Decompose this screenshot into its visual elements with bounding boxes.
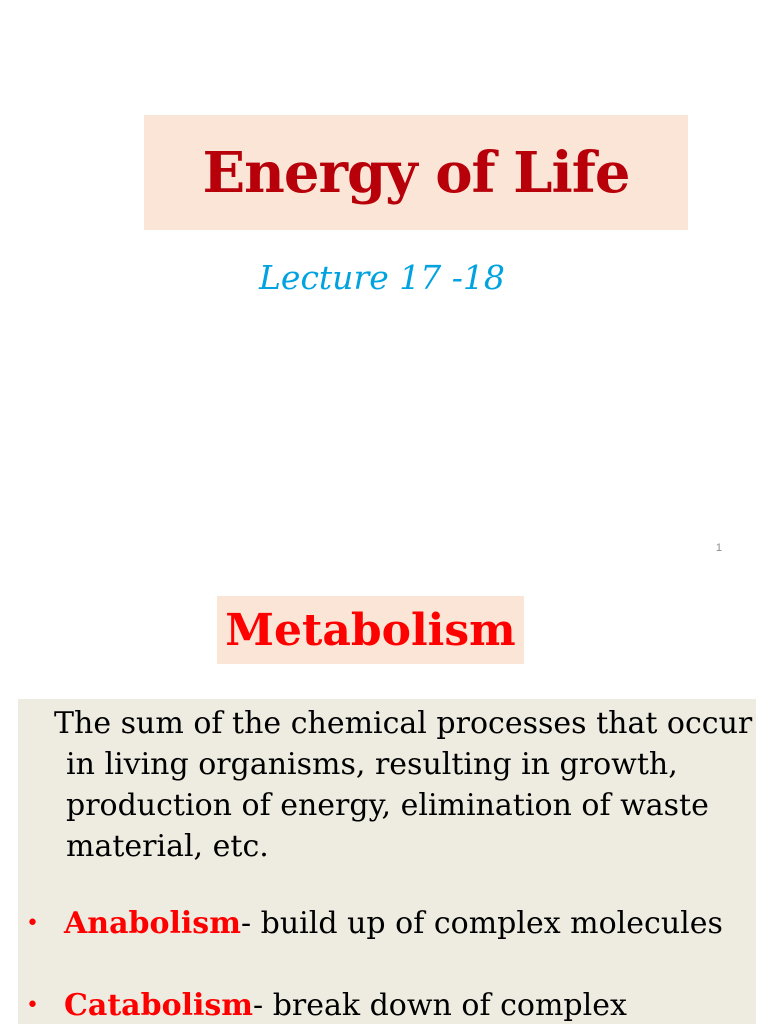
bullet-icon: •: [26, 911, 39, 936]
bullet-icon: •: [26, 993, 39, 1018]
heading-box: [217, 596, 524, 664]
content-box: [18, 699, 756, 1024]
title-box: [144, 115, 688, 230]
paragraph-line: material, etc.: [66, 829, 269, 864]
bullet-term: Anabolism: [64, 906, 241, 941]
slide-2: [0, 576, 768, 1024]
bullet-anabolism: [26, 904, 723, 944]
paragraph-line: in living organisms, resulting in growth,: [66, 747, 678, 782]
bullet-text: - break down of complex: [253, 988, 627, 1023]
slide-title: Energy of Life: [202, 139, 630, 206]
bullet-term: Catabolism: [64, 988, 254, 1023]
paragraph-line: production of energy, elimination of waste: [66, 788, 709, 823]
paragraph-line: The sum of the chemical processes that occur: [54, 706, 753, 741]
bullet-catabolism: [26, 986, 627, 1024]
definition-paragraph: [54, 703, 753, 867]
page-number: 1: [715, 542, 722, 554]
slide-heading: Metabolism: [225, 604, 516, 656]
slide-subtitle: Lecture 17 -18: [259, 258, 505, 297]
bullet-text: - build up of complex molecules: [240, 906, 723, 941]
